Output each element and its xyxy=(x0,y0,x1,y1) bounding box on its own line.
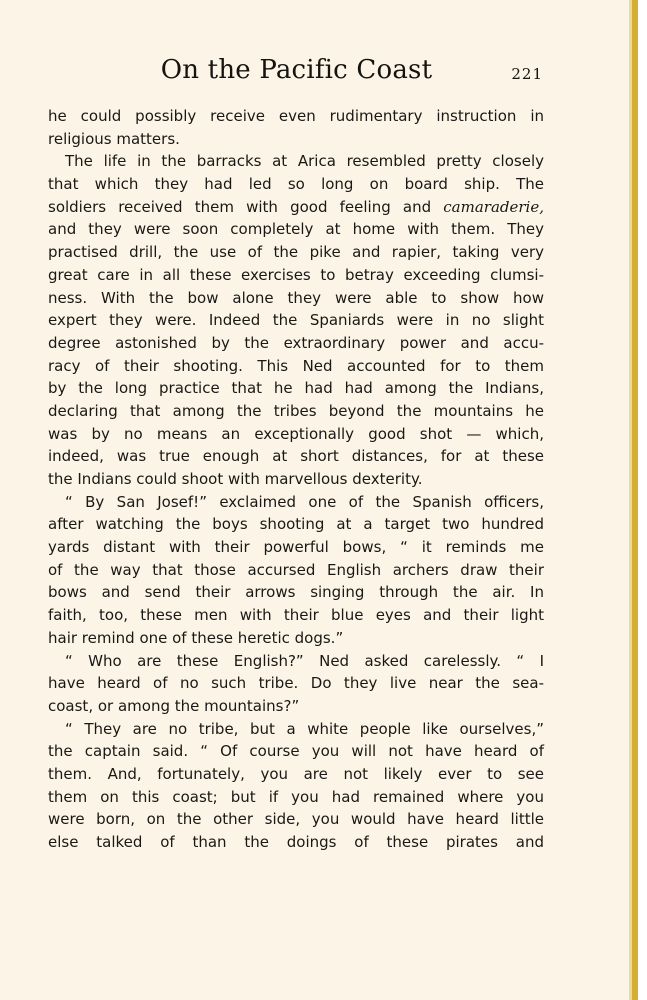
text-line: practised drill, the use of the pike and rapier, taking very xyxy=(48,243,544,262)
text-line: coast, or among the mountains?” xyxy=(48,696,300,715)
text-line: else talked of than the doings of these pirates and xyxy=(48,833,544,851)
text-line: was by no means an exceptionally good shot — which, xyxy=(48,424,544,443)
text-line: them. And, fortunately, you are not likely ever to see xyxy=(48,764,544,783)
text-line: after watching the boys shooting at a target two hundred xyxy=(48,515,544,534)
text-line: and they were soon completely at home with them. They xyxy=(48,220,544,239)
text-line: the captain said. “ Of course you will not have heard of xyxy=(48,742,544,761)
text-line-segment: soldiers received them with good feeling and xyxy=(48,197,444,216)
text-line: bows and send their arrows singing through the air. In xyxy=(48,583,544,602)
text-line: the Indians could shoot with marvellous dexterity. xyxy=(48,470,423,488)
running-head xyxy=(48,55,545,95)
text-line: “ By San Josef!” exclaimed one of the Spanish officers, xyxy=(65,492,544,511)
text-line: were born, on the other side, you would have heard little xyxy=(48,810,544,829)
text-line: “ Who are these English?” Ned asked carelessly. “ I xyxy=(65,651,544,670)
italic-word: camaraderie, xyxy=(443,197,544,216)
text-line: yards distant with their powerful bows, “ it reminds me xyxy=(48,538,544,557)
text-line: that which they had led so long on board ship. The xyxy=(48,175,544,194)
body-text xyxy=(48,105,544,854)
text-line xyxy=(48,196,544,219)
text-line: faith, too, these men with their blue eyes and their light xyxy=(48,606,544,625)
text-line: “ They are no tribe, but a white people like ourselves,” xyxy=(65,719,544,738)
text-line: indeed, was true enough at short distances, for at these xyxy=(48,447,544,466)
text-line: racy of their shooting. This Ned accounted for to them xyxy=(48,356,544,375)
text-line: hair remind one of these heretic dogs.” xyxy=(48,628,344,647)
text-line: have heard of no such tribe. Do they live near the sea- xyxy=(48,674,544,693)
text-line: them on this coast; but if you had remained where you xyxy=(48,787,544,806)
text-line: religious matters. xyxy=(48,129,180,148)
text-line: by the long practice that he had had among the Indians, xyxy=(48,379,544,398)
page-number: 221 xyxy=(511,65,543,83)
text-line: degree astonished by the extraordinary power and accu- xyxy=(48,333,544,352)
page-title: On the Pacific Coast xyxy=(160,55,433,85)
text-line: ness. With the bow alone they were able to show how xyxy=(48,288,544,307)
text-line: expert they were. Indeed the Spaniards were in no slight xyxy=(48,311,544,330)
text-line: great care in all these exercises to betray exceeding clumsi- xyxy=(48,265,544,284)
text-line: of the way that those accursed English archers draw their xyxy=(48,560,544,579)
text-line: The life in the barracks at Arica resembled pretty closely xyxy=(65,152,544,171)
text-line: he could possibly receive even rudimentary instruction in xyxy=(48,107,544,125)
text-line: declaring that among the tribes beyond the mountains he xyxy=(48,401,544,420)
